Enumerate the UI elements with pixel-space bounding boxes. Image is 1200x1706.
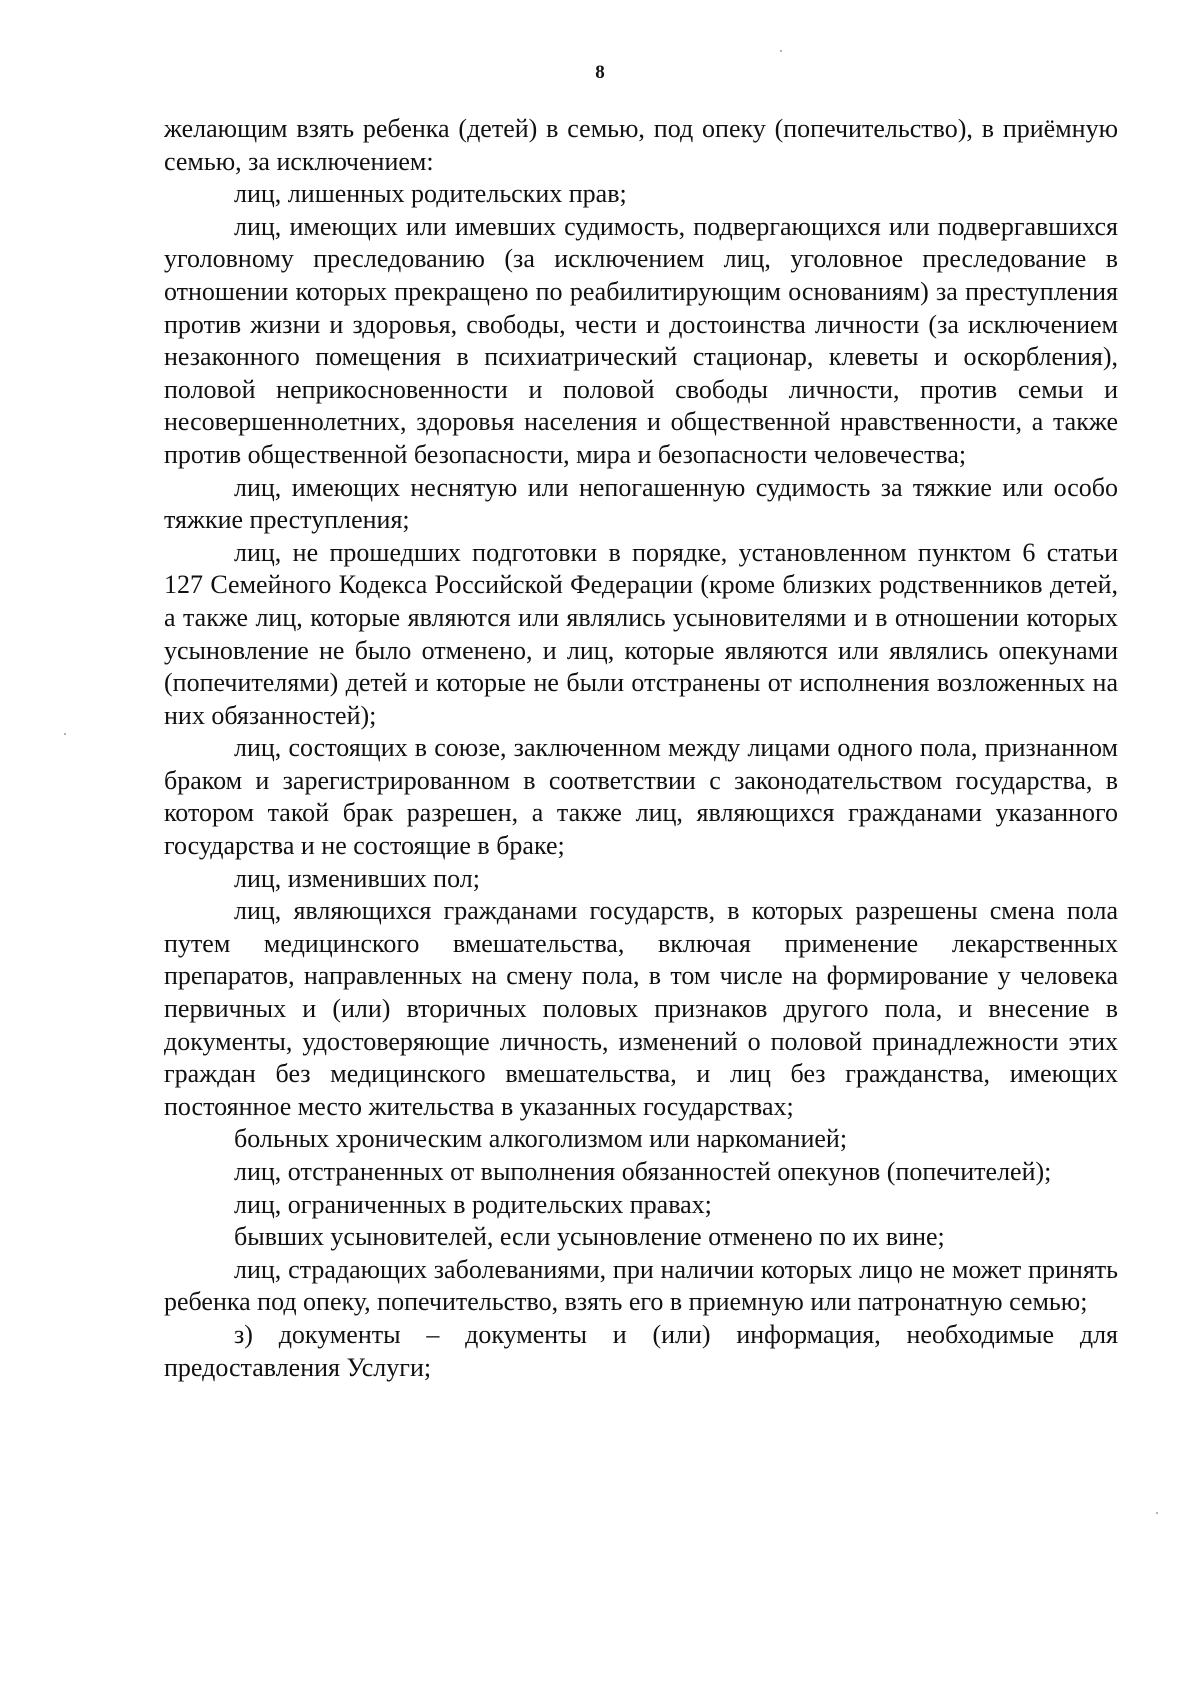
paragraph-item: лиц, изменивших пол; [234, 863, 480, 893]
paragraph-intro: желающим взять ребенка (детей) в семью, под опеку (попечительство), в приёмную семью, за исключением: [164, 114, 1118, 176]
paragraph-item: лиц, страдающих заболеваниями, при наличии которых лицо не может принять ребенка под опеку, попечительство, взять его в приемную или патронатную семью; [164, 1254, 1118, 1317]
paragraph-item: лиц, являющихся гражданами государств, в которых разрешены смена пола путем медицинского вмешательства, включая применение лекарственных препаратов, направленных на смену пола, в том числе на формирование у человека первичных и (или) вторичных половых признаков другого пола, и внесение в документы, удостоверяющие личность, изменений о половой принадлежности этих граждан без медицинского вмешательства, и лиц без гражданства, имеющих постоянное место жительства в указанных государствах; [164, 896, 1118, 1121]
paragraph-item: бывших усыновителей, если усыновление отменено по их вине; [234, 1222, 945, 1252]
paragraph-item: лиц, имеющих неснятую или непогашенную судимость за тяжкие или особо тяжкие преступления; [164, 472, 1118, 535]
paragraph-item: лиц, лишенных родительских прав; [234, 179, 627, 209]
scan-speck [1156, 1512, 1158, 1514]
paragraph-item: лиц, не прошедших подготовки в порядке, установленном пунктом 6 статьи 127 Семейного Кодекса Российской Федерации (кроме близких родственников детей, а также лиц, которые являются или являлись усыновителями и в отношении которых усыновление не было отменено, и лиц, которые являются или являлись опекунами (попечителями) детей и которые не были отстранены от исполнения возложенных на них обязанностей); [164, 537, 1118, 730]
document-body [164, 113, 1118, 1384]
paragraph-item: лиц, имеющих или имевших судимость, подвергающихся или подвергавшихся уголовному преследованию (за исключением лиц, уголовное преследование в отношении которых прекращено по реабилитирующим основаниям) за преступления против жизни и здоровья, свободы, чести и достоинства личности (за исключением незаконного помещения в психиатрический стационар, клеветы и оскорбления), половой неприкосновенности и половой свободы личности, против семьи и несовершеннолетних, здоровья населения и общественной нравственности, а также против общественной безопасности, мира и безопасности человечества; [164, 211, 1118, 469]
scan-speck [780, 50, 782, 52]
paragraph-item: лиц, состоящих в союзе, заключенном между лицами одного пола, признанном браком и зарегистрированном в соответствии с законодательством государства, в котором такой брак разрешен, а также лиц, являющихся гражданами указанного государства и не состоящие в браке; [164, 733, 1118, 861]
scan-speck [64, 733, 66, 735]
paragraph-item: больных хроническим алкоголизмом или наркоманией; [234, 1124, 848, 1154]
paragraph-subitem-z: з) документы – документы и (или) информация, необходимые для предоставления Услуги; [164, 1319, 1118, 1382]
paragraph-item: лиц, отстраненных от выполнения обязанностей опекунов (попечителей); [234, 1157, 1052, 1186]
paragraph-item: лиц, ограниченных в родительских правах; [234, 1189, 712, 1219]
page-number: 8 [595, 62, 605, 83]
